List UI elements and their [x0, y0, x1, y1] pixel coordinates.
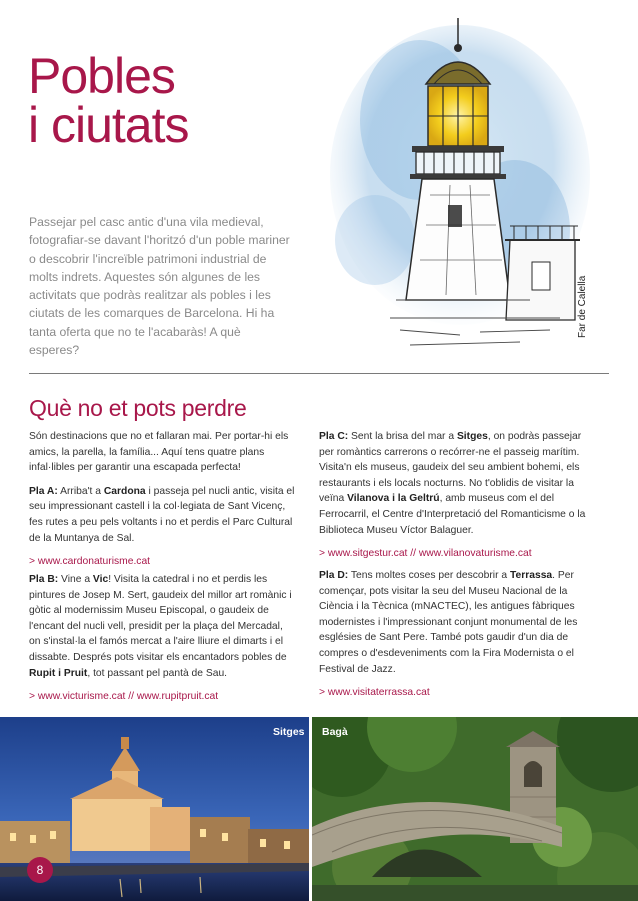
plan-a-label: Pla A: — [29, 485, 58, 497]
plan-d-place: Terrassa — [509, 570, 553, 581]
plan-b-label: Pla B: — [29, 574, 59, 585]
page-number-badge: 8 — [27, 857, 53, 883]
plan-d — [319, 568, 587, 677]
plan-d-block — [319, 568, 587, 709]
plan-c-text-3: , amb museus com el del Ferrocarril, el Centre d'Interpretació del Romanticisme o la Biblioteca Museu Víctor Balaguer. — [319, 493, 586, 536]
plan-b-text-2: ! Visita la catedral i no et perdis les pintures de Josep M. Sert, gaudeix del millor art romànic i gòtic al modernissim Museu Episcopal, o gaudeix de l'encant del nucli vell, presidit per la plaça del Mercadal, on s'instal·la el famós mercat a l'aire lliure el dimarts i el dissabte. Després pots visitar els encantadors pobles de — [29, 574, 292, 663]
title-line-2: i ciutats — [28, 97, 189, 153]
section-title: Què no et pots perdre — [29, 395, 247, 421]
section-divider — [29, 373, 609, 374]
plan-d-text-2: . Per començar, pots visitar la seu del Museu Nacional de la Ciència i la Tècnica (mNACTEC), les antigues fàbriques modernistes i l'impressionant conjunt monumental de les esglésies de Sant Pere. També pots gaudir d'un dia de compres o d'esdeveniments com la Fira Modernista o el Festival de Jazz. — [319, 570, 578, 675]
sitges-photo-label: Sitges — [273, 726, 305, 738]
page-title — [28, 48, 189, 153]
right-column — [319, 429, 587, 562]
illustration-caption: Far de Calella — [577, 275, 588, 338]
plan-b-text-3: , tot passant pel pantà de Sau. — [87, 667, 228, 679]
plan-c-text-2: , on podràs passejar per romàntics carrerons o recórrer-ne el passeig marítim. Visita'n els museus, gaudeix del seu ambient bohemi, els restaurants i els locals nocturns. No t'oblidis de visitar la veïna — [319, 431, 582, 505]
left-column — [29, 429, 297, 570]
plan-d-link[interactable]: > www.visitaterrassa.cat — [319, 687, 430, 699]
plan-a-place: Cardona — [103, 485, 146, 497]
plan-a-link[interactable]: > www.cardonaturisme.cat — [29, 556, 151, 568]
plan-d-label: Pla D: — [319, 570, 349, 581]
plan-c-place: Sitges — [456, 431, 488, 442]
plan-a-text-1: Arriba't a — [57, 485, 104, 497]
section-lead: Són destinacions que no et fallaran mai. Per portar-hi els amics, la parella, la família... Aquí tens quatre plans infal·libles per garantir una escapada perfecta! — [29, 431, 289, 474]
intro-paragraph: Passejar pel casc antic d'una vila medieval, fotografiar-se davant l'horitzó d'un poble mariner o descobrir l'increïble patrimoni industrial de molts indrets. Aquestes són algunes de les activitats que podràs realitzar als pobles i les ciutats de les comarques de Barcelona. Hi ha tanta oferta que no te l'acabaràs! A què esperes? — [29, 215, 290, 358]
baga-photo-label: Bagà — [322, 726, 348, 738]
plan-c — [319, 429, 587, 538]
plan-b — [29, 572, 297, 681]
plan-b-place: Vic — [92, 574, 109, 585]
plan-b-text-1: Vine a — [58, 574, 93, 585]
title-line-1: Pobles — [28, 48, 175, 104]
plan-c-text-1: Sent la brisa del mar a — [348, 431, 457, 442]
plan-a — [29, 484, 297, 546]
plan-b-block — [29, 572, 297, 713]
plan-c-place-2: Vilanova i la Geltrú — [347, 493, 440, 505]
plan-a-text-2: i passeja pel nucli antic, visita el seu impressionant castell i la col·legiata de Sant Vicenç, fes rutes a peu pels voltants i no et perdis el Parc Cultural de la Muntanya de Sal. — [29, 485, 295, 544]
baga-photo — [312, 717, 638, 901]
plan-c-link[interactable]: > www.sitgestur.cat // www.vilanovaturisme.cat — [319, 548, 532, 560]
plan-d-text-1: Tens moltes coses per descobrir a — [348, 570, 510, 581]
plan-b-link[interactable]: > www.victurisme.cat // www.rupitpruit.cat — [29, 691, 219, 703]
plan-c-label: Pla C: — [319, 431, 349, 442]
plan-b-place-2: Rupit i Pruit — [29, 667, 88, 679]
